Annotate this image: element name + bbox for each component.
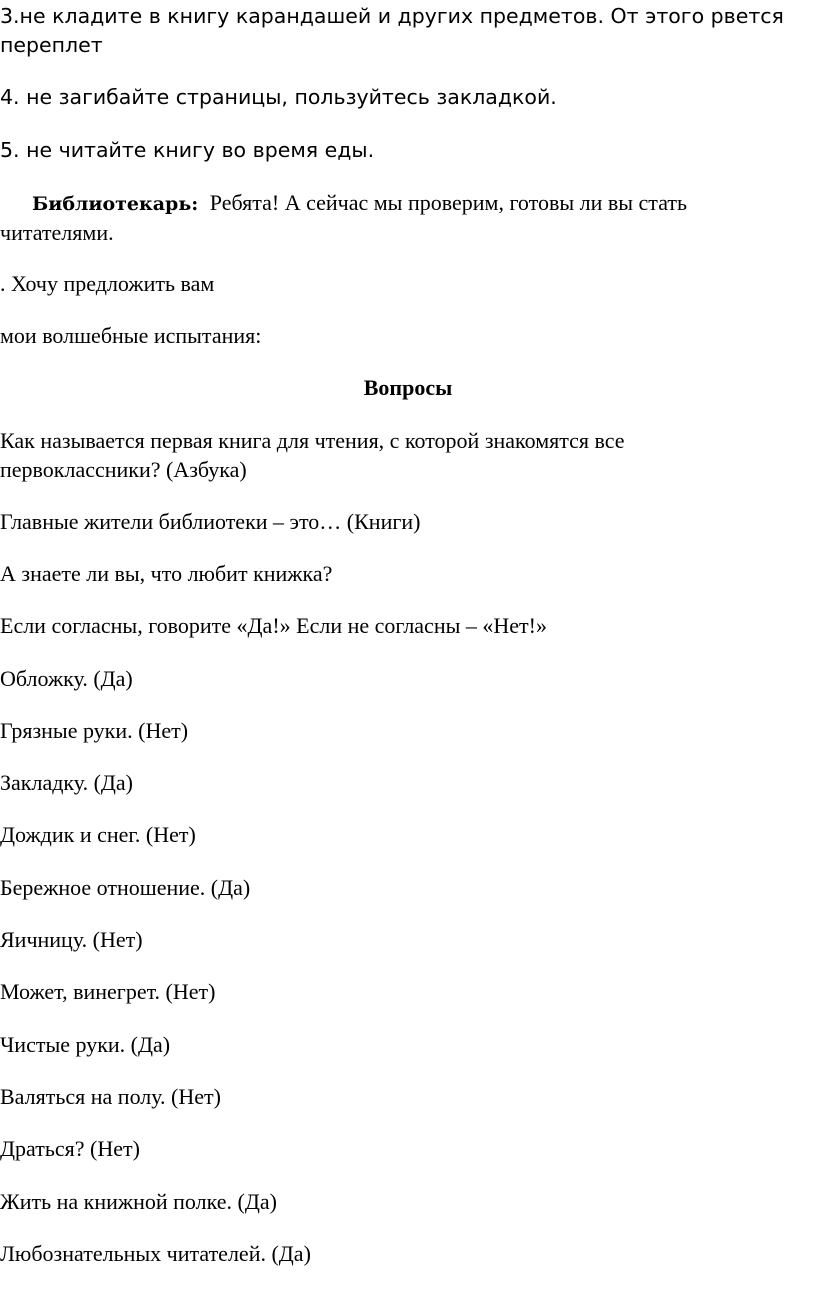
answer-item: Грязные руки. (Нет): [0, 718, 189, 743]
answer-item: Чистые руки. (Да): [0, 1032, 171, 1057]
librarian-line-2: читателями.: [0, 220, 114, 245]
answer-item: Валяться на полу. (Нет): [0, 1084, 221, 1109]
rule-4: 4. не загибайте страницы, пользуйтесь закладкой.: [0, 85, 557, 109]
question-1-line-2: первоклассники? (Азбука): [0, 457, 247, 482]
question-1-line-1: Как называется первая книга для чтения, с которой знакомятся все: [0, 428, 625, 453]
questions-heading: Вопросы: [363, 375, 453, 400]
question-4: Если согласны, говорите «Да!» Если не согласны – «Нет!»: [0, 613, 547, 638]
librarian-speaker: Библиотекарь:: [32, 193, 199, 215]
answer-item: Жить на книжной полке. (Да): [0, 1189, 277, 1214]
answer-item: Яичницу. (Нет): [0, 927, 143, 952]
answer-item: Любознательных читателей. (Да): [0, 1241, 311, 1266]
rule-5: 5. не читайте книгу во время еды.: [0, 138, 375, 162]
answer-item: Драться? (Нет): [0, 1136, 140, 1161]
question-3: А знаете ли вы, что любит книжка?: [0, 561, 333, 586]
answer-item: Может, винегрет. (Нет): [0, 979, 216, 1004]
offer-line-1: . Хочу предложить вам: [0, 271, 215, 296]
answer-item: Бережное отношение. (Да): [0, 875, 251, 900]
answer-item: Закладку. (Да): [0, 770, 134, 795]
rule-3-line-2: переплет: [0, 33, 103, 57]
question-2: Главные жители библиотеки – это… (Книги): [0, 509, 421, 534]
rule-3-line-1: 3.не кладите в книгу карандашей и других предметов. От этого рвется: [0, 4, 784, 28]
librarian-speech: Ребята! А сейчас мы проверим, готовы ли вы стать: [209, 190, 688, 215]
librarian-line-1: [32, 188, 687, 219]
offer-line-2: мои волшебные испытания:: [0, 323, 262, 348]
answer-item: Обложку. (Да): [0, 666, 133, 691]
answer-item: Дождик и снег. (Нет): [0, 822, 196, 847]
